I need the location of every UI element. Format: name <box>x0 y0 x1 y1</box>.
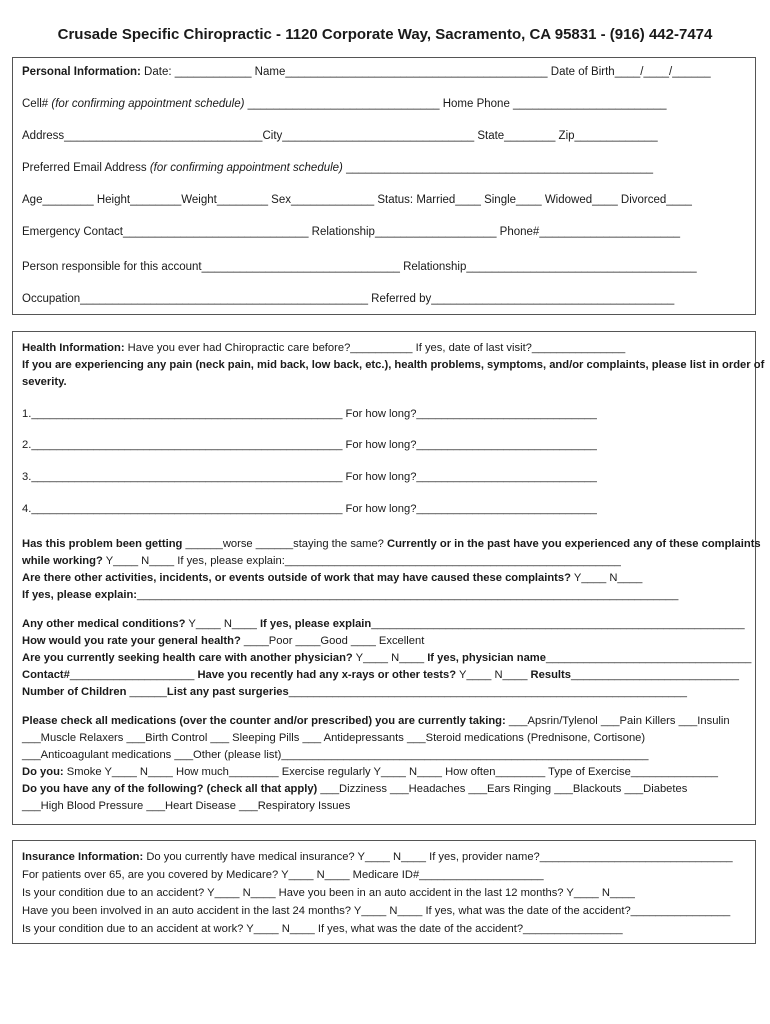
occupation-referred-field[interactable]: Occupation_____________________________________________ Referred by______________________________________ <box>22 293 675 305</box>
insurance-information-section <box>12 840 756 944</box>
xray-yn[interactable]: Y____ N____ <box>456 669 531 681</box>
results-label: Results <box>530 669 571 681</box>
results-field[interactable]: ___________________________ <box>570 669 739 681</box>
health-line-worse[interactable] <box>22 538 761 550</box>
medications-options-1[interactable]: ___Apsrin/Tylenol ___Pain Killers ___Insulin <box>505 715 730 727</box>
medications-options-3[interactable]: ___Anticoagulant medications ___Other (please list)___________________________________________________________ <box>22 749 649 761</box>
health-line-medications[interactable] <box>22 715 730 727</box>
children-field[interactable]: ______ <box>126 686 167 698</box>
personal-line-date-name-dob[interactable] <box>22 66 711 78</box>
accident-24-month-field[interactable]: Have you been involved in an auto accident in the last 24 months? Y____ N____ If yes, what was the date of the accident?________________ <box>22 905 731 917</box>
children-label: Number of Children <box>22 686 127 698</box>
contact-field[interactable]: ____________________ <box>69 669 198 681</box>
email-note: (for confirming appointment schedule) <box>149 162 343 174</box>
cell-note: (for confirming appointment schedule) <box>51 98 245 110</box>
xray-question: Have you recently had any x-rays or other tests? <box>197 669 457 681</box>
health-line-prior-care[interactable] <box>22 342 625 354</box>
conditions-question: Do you have any of the following? (check all that apply) <box>22 783 318 795</box>
responsible-person-field[interactable]: Person responsible for this account_______________________________ Relationship____________________________________ <box>22 261 697 273</box>
conditions-options-1[interactable]: ___Dizziness ___Headaches ___Ears Ringing ___Blackouts ___Diabetes <box>317 783 688 795</box>
medical-explain-label: If yes, please explain <box>259 618 372 630</box>
date-name-dob-fields[interactable]: Date: ____________ Name_________________________________________ Date of Birth____/____/______ <box>140 66 711 78</box>
personal-line-email[interactable] <box>22 162 653 174</box>
do-you-label: Do you: <box>22 766 64 778</box>
activities-question: Are there other activities, incidents, or events outside of work that may have caused these complaints? <box>22 572 571 584</box>
emergency-contact-field[interactable]: Emergency Contact_____________________________ Relationship___________________ Phone#______________________ <box>22 226 681 238</box>
medicare-field[interactable]: For patients over 65, are you covered by Medicare? Y____ N____ Medicare ID#____________________ <box>22 869 544 881</box>
health-line-habits[interactable] <box>22 766 718 778</box>
page-title: Crusade Specific Chiropractic - 1120 Corporate Way, Sacramento, CA 95831 - (916) 442-7474 <box>57 26 713 43</box>
health-line-children[interactable] <box>22 686 687 698</box>
insurance-provider-field[interactable]: Do you currently have medical insurance? Y____ N____ If yes, provider name?_______________________________ <box>143 851 733 863</box>
cell-home-phone-fields[interactable]: ______________________________ Home Phone ________________________ <box>244 98 667 110</box>
worse-question: Has this problem been getting <box>22 538 186 550</box>
health-line-physician[interactable] <box>22 652 751 664</box>
physician-name-field[interactable]: _________________________________ <box>545 652 752 664</box>
physician-name-label: If yes, physician name <box>427 652 546 664</box>
physician-question: Are you currently seeking health care with another physician? <box>22 652 353 664</box>
health-line-activities[interactable] <box>22 572 642 584</box>
explain-label: If yes, please explain: <box>22 589 138 601</box>
physician-yn[interactable]: Y____ N____ <box>352 652 428 664</box>
complaints-question: Currently or in the past have you experienced any of these complaints <box>387 538 761 550</box>
cell-label: Cell# <box>22 98 52 110</box>
while-working-label: while working? <box>22 555 103 567</box>
insurance-line-provider[interactable] <box>22 851 733 863</box>
habits-fields[interactable]: Smoke Y____ N____ How much________ Exercise regularly Y____ N____ How often________ Type of Exercise______________ <box>63 766 718 778</box>
work-accident-field[interactable]: Is your condition due to an accident at work? Y____ N____ If yes, what was the date of the accident?________________ <box>22 923 623 935</box>
explain-field[interactable]: _______________________________________________________________________________________ <box>137 589 679 601</box>
surgeries-field[interactable]: ________________________________________________________________ <box>288 686 687 698</box>
medications-options-2[interactable]: ___Muscle Relaxers ___Birth Control ___ Sleeping Pills ___ Antidepressants ___Steroid medications (Prednisone, Cortisone) <box>22 732 646 744</box>
address-field[interactable]: Address_______________________________City______________________________ State________ Zip_____________ <box>22 130 658 142</box>
health-line-conditions[interactable] <box>22 783 687 795</box>
rate-options[interactable]: ____Poor ____Good ____ Excellent <box>240 635 425 647</box>
health-line-rate[interactable] <box>22 635 424 647</box>
pain-prompt-cont: severity. <box>22 376 67 388</box>
complaint-1-field[interactable]: 1.__________________________________________________ For how long?_____________________________ <box>22 408 597 420</box>
health-line-contact-xray[interactable] <box>22 669 739 681</box>
insurance-heading: Insurance Information: <box>22 851 144 863</box>
personal-heading: Personal Information: <box>22 66 141 78</box>
complaint-3-field[interactable]: 3.__________________________________________________ For how long?_____________________________ <box>22 471 597 483</box>
personal-information-section <box>12 57 756 315</box>
rate-question: How would you rate your general health? <box>22 635 241 647</box>
email-field[interactable]: ________________________________________________ <box>342 162 654 174</box>
conditions-options-2[interactable]: ___High Blood Pressure ___Heart Disease ___Respiratory Issues <box>22 800 351 812</box>
age-height-status-fields[interactable]: Age________ Height________Weight________ Sex_____________ Status: Married____ Single____ Widowed____ Divorced____ <box>22 194 692 206</box>
health-information-section <box>12 331 765 825</box>
activities-field[interactable]: Y____ N____ <box>570 572 643 584</box>
while-working-field[interactable]: Y____ N____ If yes, please explain:______________________________________________________ <box>102 555 621 567</box>
pain-prompt: If you are experiencing any pain (neck pain, mid back, low back, etc.), health problems, symptoms, and/or complaints, please list in order of <box>22 359 765 371</box>
health-heading: Health Information: <box>22 342 125 354</box>
contact-label: Contact# <box>22 669 70 681</box>
worse-options[interactable]: ______worse ______staying the same? <box>185 538 388 550</box>
prior-care-field[interactable]: Have you ever had Chiropractic care before?__________ If yes, date of last visit?_______________ <box>124 342 626 354</box>
complaint-4-field[interactable]: 4.__________________________________________________ For how long?_____________________________ <box>22 503 597 515</box>
health-line-medical[interactable] <box>22 618 745 630</box>
medical-yn[interactable]: Y____ N____ <box>185 618 260 630</box>
personal-line-phones[interactable] <box>22 98 667 110</box>
health-line-explain[interactable] <box>22 589 678 601</box>
complaint-2-field[interactable]: 2.__________________________________________________ For how long?_____________________________ <box>22 439 597 451</box>
surgeries-label: List any past surgeries <box>166 686 289 698</box>
medications-question: Please check all medications (over the counter and/or prescribed) you are currently taking: <box>22 715 506 727</box>
health-line-working[interactable] <box>22 555 621 567</box>
medical-explain-field[interactable]: ____________________________________________________________ <box>371 618 745 630</box>
email-label: Preferred Email Address <box>22 162 150 174</box>
accident-12-month-field[interactable]: Is your condition due to an accident? Y____ N____ Have you been in an auto accident in the last 12 months? Y____ N____ <box>22 887 635 899</box>
medical-question: Any other medical conditions? <box>22 618 186 630</box>
